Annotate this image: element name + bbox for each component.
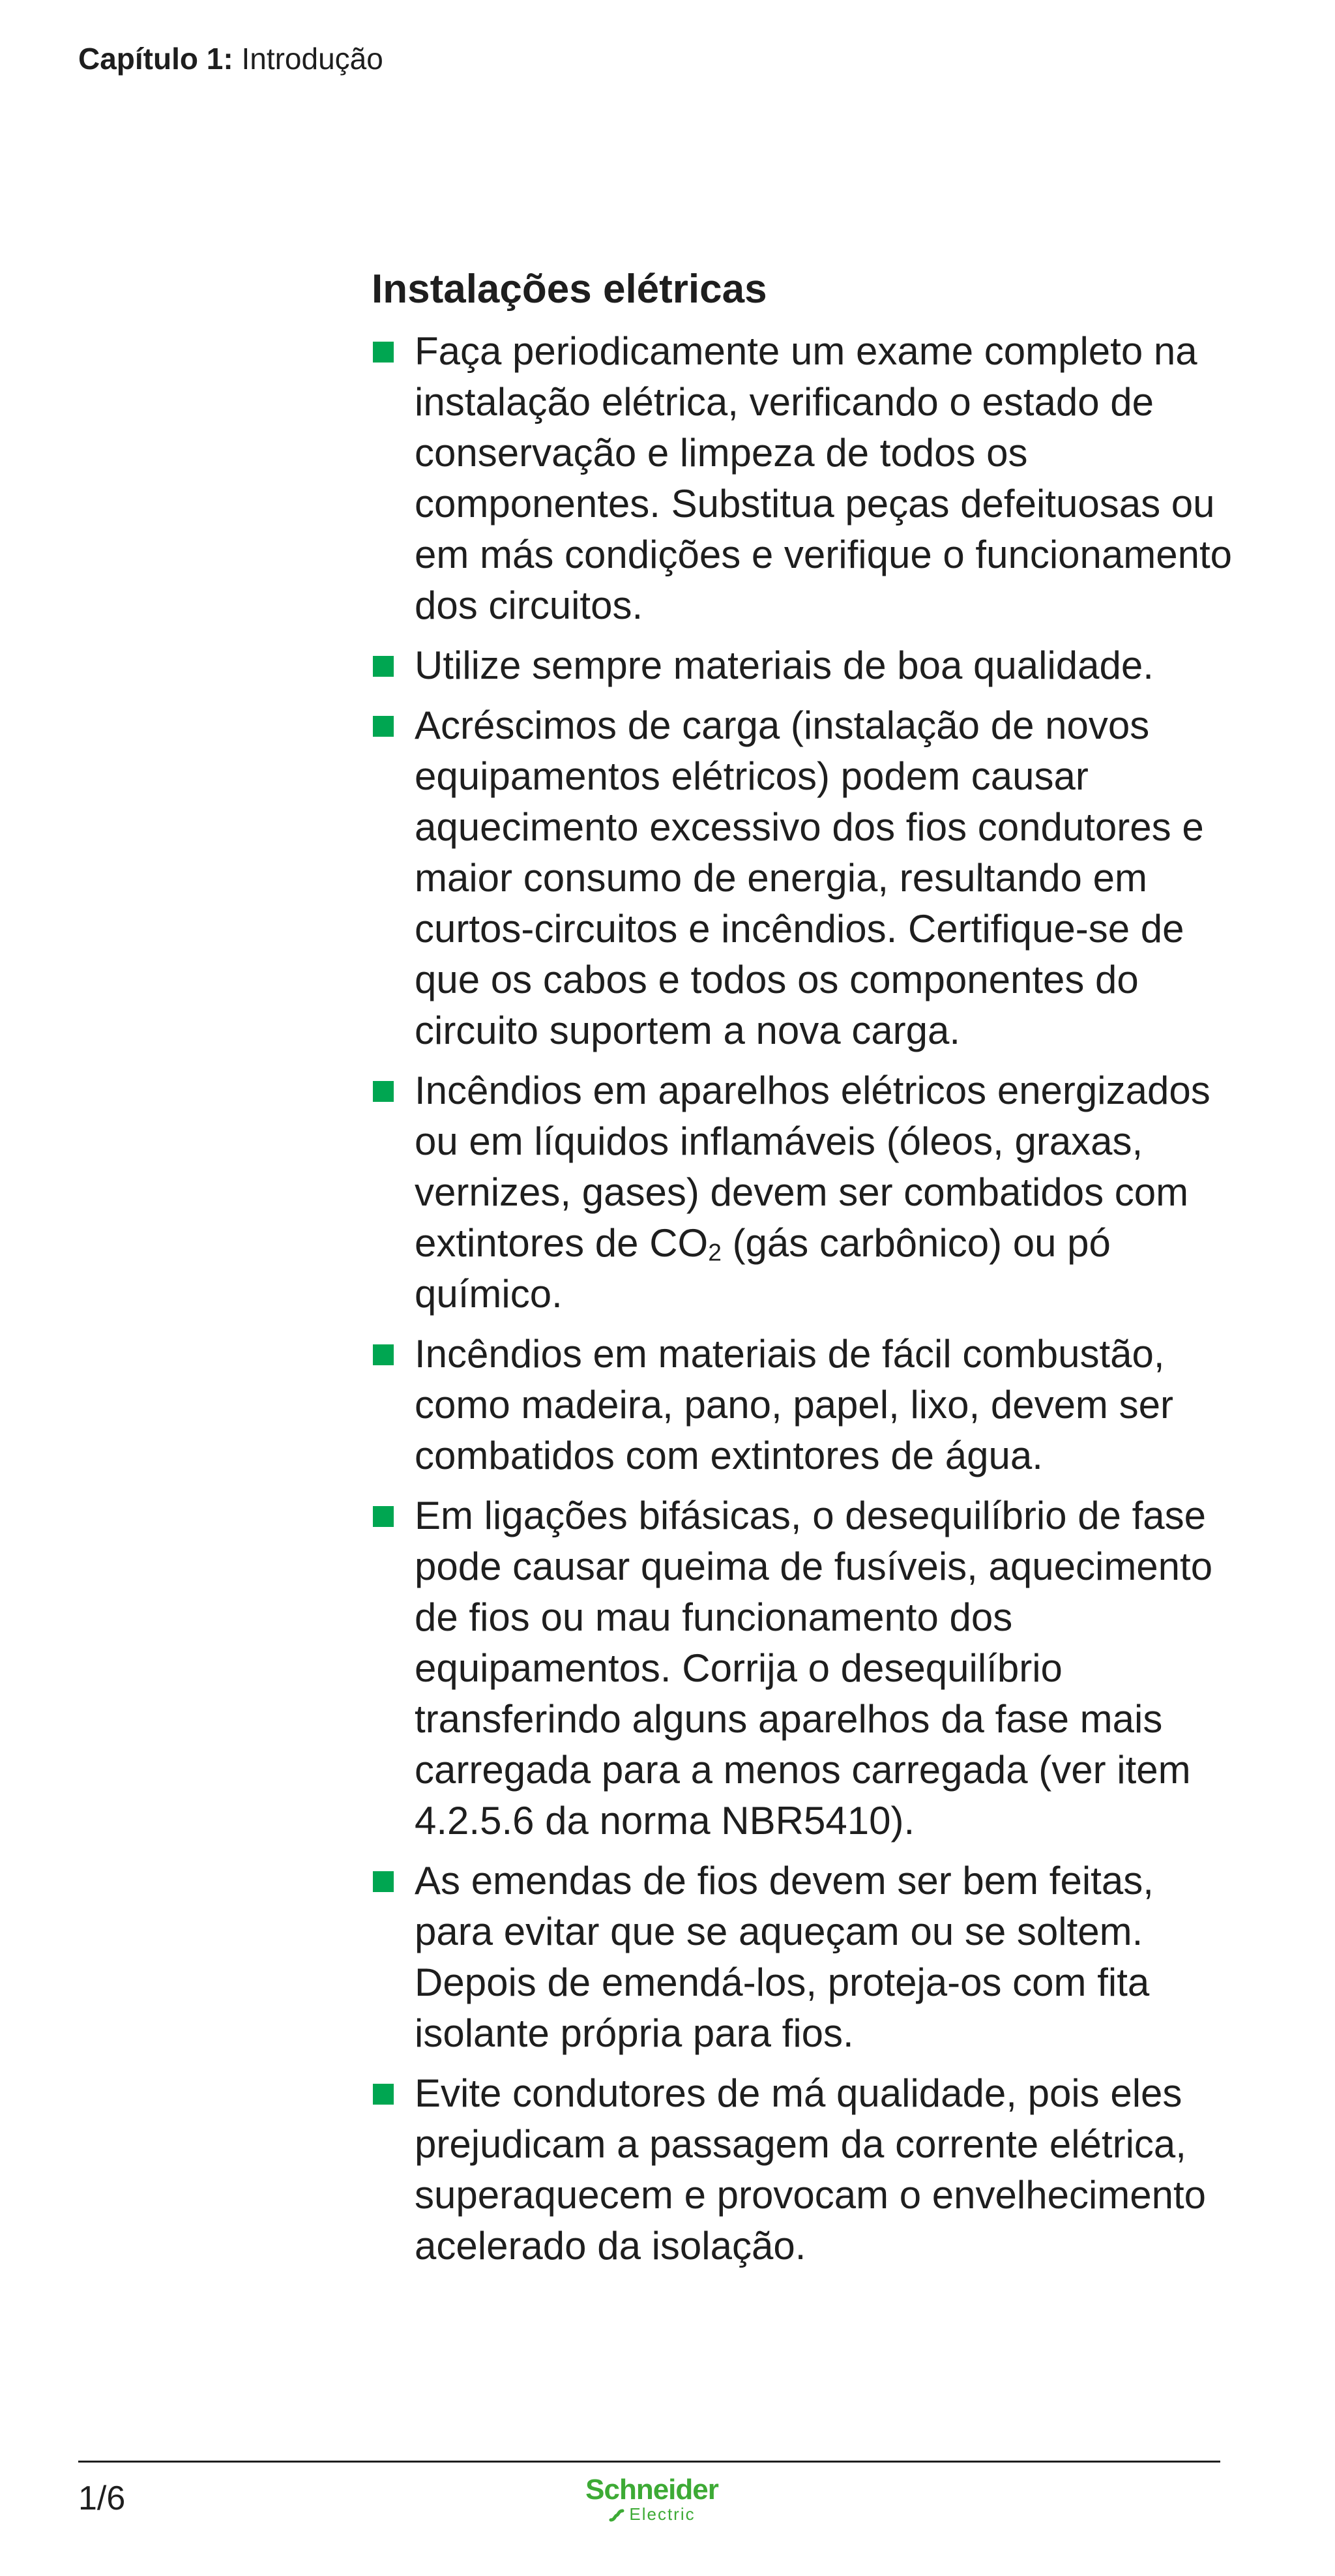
green-square-bullet-icon bbox=[373, 1506, 394, 1527]
schneider-electric-logo-icon bbox=[608, 2507, 625, 2524]
list-item bbox=[372, 1856, 1239, 2059]
list-item-text: Acréscimos de carga (instalação de novos equipamentos elétricos) podem causar aquecimento excessivo dos fios condutores e maior consumo de energia, resultando em curtos-circuitos e incêndios. Certifique-se de que os cabos e todos os componentes do circuito suportem a nova carga. bbox=[415, 703, 1204, 1052]
green-square-bullet-icon bbox=[373, 716, 394, 737]
list-item-text: Incêndios em materiais de fácil combustão, como madeira, pano, papel, lixo, devem ser combatidos com extintores de água. bbox=[415, 1332, 1173, 1477]
list-item-text: Evite condutores de má qualidade, pois eles prejudicam a passagem da corrente elétrica, superaquecem e provocam o envelhecimento acelerado da isolação. bbox=[415, 2071, 1207, 2268]
page-content bbox=[372, 262, 1239, 2281]
page-number: 1/6 bbox=[78, 2480, 126, 2517]
chapter-header bbox=[78, 40, 383, 77]
brand-logo bbox=[574, 2476, 730, 2524]
list-item-text: Em ligações bifásicas, o desequilíbrio de fase pode causar queima de fusíveis, aquecimento de fios ou mau funcionamento dos equipamentos. Corrija o desequilíbrio transferindo alguns aparelhos da fase mais carregada para a menos carregada (ver item 4.2.5.6 da norma NBR5410). bbox=[415, 1494, 1213, 1843]
list-item-text-after: (gás carbônico) ou pó químico. bbox=[415, 1221, 1111, 1316]
section-title: Instalações elétricas bbox=[372, 267, 767, 312]
list-item bbox=[372, 2068, 1239, 2272]
bullet-list bbox=[372, 326, 1239, 2272]
chapter-label: Capítulo 1: bbox=[78, 42, 233, 76]
list-item-text: Utilize sempre materiais de boa qualidade. bbox=[415, 644, 1154, 687]
brand-sub-row bbox=[574, 2504, 730, 2524]
footer-divider bbox=[78, 2461, 1220, 2463]
brand-sub: Electric bbox=[629, 2504, 696, 2524]
list-item-text: As emendas de fios devem ser bem feitas, para evitar que se aqueçam ou se soltem. Depois de emendá-los, proteja-os com fita isolante própria para fios. bbox=[415, 1859, 1154, 2055]
list-item-text: Faça periodicamente um exame completo na instalação elétrica, verificando o estado de conservação e limpeza de todos os componentes. Substitua peças defeituosas ou em más condições e verifique o funcionamento dos circuitos. bbox=[415, 329, 1233, 627]
green-square-bullet-icon bbox=[373, 1344, 394, 1365]
list-item bbox=[372, 1490, 1239, 1846]
green-square-bullet-icon bbox=[373, 656, 394, 677]
green-square-bullet-icon bbox=[373, 2084, 394, 2105]
list-item bbox=[372, 1329, 1239, 1481]
brand-name: Schneider bbox=[585, 2474, 718, 2506]
green-square-bullet-icon bbox=[373, 1871, 394, 1892]
list-item bbox=[372, 326, 1239, 631]
list-item bbox=[372, 640, 1239, 691]
list-item-text bbox=[415, 1069, 1210, 1316]
list-item bbox=[372, 1065, 1239, 1320]
list-item-text-before: Incêndios em aparelhos elétricos energizados ou em líquidos inflamáveis (óleos, graxas, vernizes, gases) devem ser combatidos com extintores de CO bbox=[415, 1069, 1210, 1265]
green-square-bullet-icon bbox=[373, 342, 394, 363]
co2-subscript: 2 bbox=[708, 1238, 722, 1266]
chapter-title: Introdução bbox=[241, 42, 383, 76]
green-square-bullet-icon bbox=[373, 1081, 394, 1102]
list-item bbox=[372, 700, 1239, 1056]
